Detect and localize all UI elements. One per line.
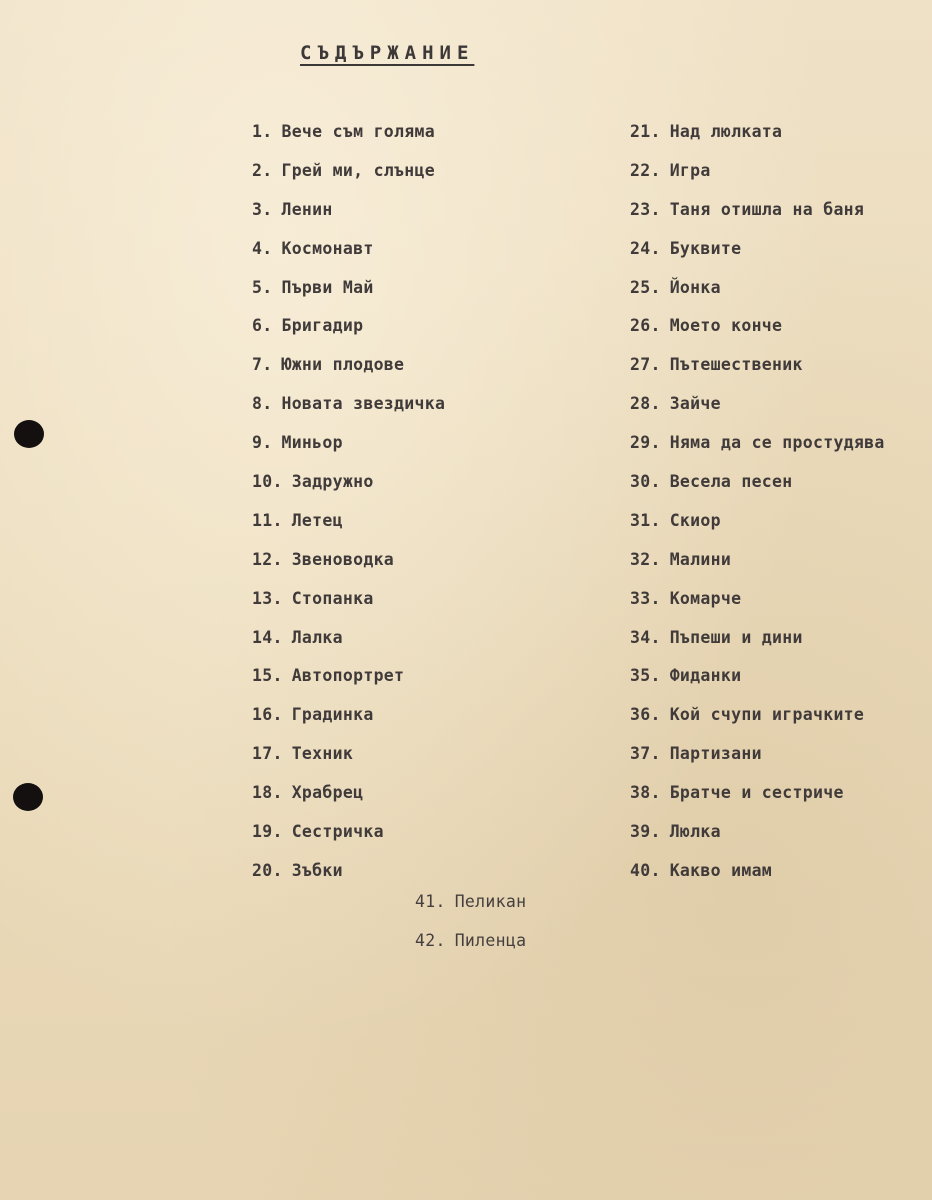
- contents-entry: [630, 857, 930, 896]
- contents-entry: [630, 274, 930, 313]
- entry-title: Моето конче: [669, 316, 783, 336]
- entry-title: Бригадир: [281, 316, 364, 336]
- entry-number: 15.: [252, 666, 283, 686]
- entry-number: 1.: [252, 122, 273, 141]
- contents-entry: [630, 585, 930, 624]
- contents-entry: [252, 118, 612, 157]
- punch-hole: [13, 783, 43, 811]
- entry-title: Малини: [669, 549, 732, 569]
- entry-number: 33.: [630, 588, 661, 608]
- entry-number: 26.: [630, 316, 661, 336]
- entry-number: 18.: [252, 783, 283, 803]
- entry-title: Пеликан: [454, 892, 527, 911]
- entry-title: Няма да се простудява: [669, 433, 885, 453]
- contents-entry: [252, 235, 612, 274]
- entry-title: Пиленца: [454, 931, 527, 950]
- entry-title: Скиор: [669, 510, 721, 530]
- contents-entry: [630, 468, 930, 507]
- entry-title: Комарче: [669, 588, 742, 608]
- contents-entry: [630, 390, 930, 429]
- entry-title: Южни плодове: [281, 355, 405, 375]
- entry-title: Стопанка: [291, 588, 374, 608]
- entry-title: Игра: [669, 160, 711, 180]
- contents-extra-entries: [415, 888, 526, 966]
- entry-number: 13.: [252, 588, 283, 608]
- contents-entry: [630, 818, 930, 857]
- contents-entry: [630, 351, 930, 390]
- entry-number: 3.: [252, 199, 273, 219]
- entry-number: 21.: [630, 122, 661, 141]
- contents-entry: [252, 351, 612, 390]
- contents-entry: [252, 818, 612, 857]
- entry-number: 37.: [630, 744, 661, 764]
- entry-number: 24.: [630, 238, 661, 258]
- entry-number: 27.: [630, 355, 661, 375]
- entry-number: 28.: [630, 394, 661, 414]
- entry-title: Първи Май: [281, 277, 374, 297]
- entry-title: Пътешественик: [669, 355, 803, 375]
- entry-title: Фиданки: [669, 666, 742, 686]
- entry-number: 32.: [630, 549, 661, 569]
- entry-number: 5.: [252, 277, 273, 297]
- contents-entry: [630, 507, 930, 546]
- entry-number: 7.: [252, 355, 273, 375]
- entry-title: Миньор: [281, 433, 343, 453]
- contents-entry: [630, 546, 930, 585]
- entry-number: 36.: [630, 705, 661, 725]
- entry-title: Зайче: [669, 394, 721, 414]
- contents-entry: [252, 507, 612, 546]
- entry-number: 41.: [415, 892, 446, 911]
- contents-entry: [630, 701, 930, 740]
- entry-title: Зъбки: [291, 860, 343, 880]
- entry-number: 34.: [630, 627, 661, 647]
- entry-title: Люлка: [669, 822, 721, 842]
- entry-number: 19.: [252, 822, 283, 842]
- entry-title: Лалка: [291, 627, 343, 647]
- entry-title: Новата звездичка: [281, 394, 446, 414]
- entry-title: Летец: [291, 510, 343, 530]
- contents-entry: [630, 740, 930, 779]
- contents-entry: [630, 235, 930, 274]
- entry-title: Братче и сестриче: [669, 783, 844, 803]
- entry-number: 20.: [252, 860, 283, 880]
- contents-entry: [252, 274, 612, 313]
- contents-entry: [252, 196, 612, 235]
- punch-hole: [14, 420, 44, 448]
- entry-number: 9.: [252, 433, 273, 453]
- entry-title: Партизани: [669, 744, 762, 764]
- contents-entry: [630, 779, 930, 818]
- entry-number: 42.: [415, 931, 446, 950]
- entry-title: Автопортрет: [291, 666, 405, 686]
- entry-title: Весела песен: [669, 472, 793, 492]
- contents-entry: [630, 157, 930, 196]
- entry-number: 8.: [252, 394, 273, 414]
- contents-entry: [252, 468, 612, 507]
- contents-column-left: [252, 118, 612, 896]
- contents-entry: [630, 196, 930, 235]
- entry-title: Сестричка: [291, 822, 384, 842]
- entry-title: Таня отишла на баня: [669, 199, 865, 219]
- contents-entry: [252, 157, 612, 196]
- entry-title: Задружно: [291, 472, 374, 492]
- contents-entry: [252, 312, 612, 351]
- contents-heading: СЪДЪРЖАНИЕ: [300, 42, 475, 64]
- contents-entry: [252, 429, 612, 468]
- entry-number: 12.: [252, 549, 283, 569]
- contents-entry: [415, 927, 526, 966]
- entry-title: Буквите: [669, 238, 742, 258]
- contents-entry: [252, 701, 612, 740]
- entry-number: 2.: [252, 160, 273, 180]
- entry-number: 10.: [252, 472, 283, 492]
- entry-number: 4.: [252, 238, 273, 258]
- entry-title: Градинка: [291, 705, 374, 725]
- contents-entry: [252, 740, 612, 779]
- entry-number: 30.: [630, 472, 661, 492]
- contents-entry: [415, 888, 526, 927]
- entry-number: 11.: [252, 510, 283, 530]
- entry-number: 16.: [252, 705, 283, 725]
- entry-number: 6.: [252, 316, 273, 336]
- contents-entry: [252, 546, 612, 585]
- contents-entry: [252, 585, 612, 624]
- contents-entry: [252, 779, 612, 818]
- entry-title: Космонавт: [281, 238, 374, 258]
- contents-entry: [252, 662, 612, 701]
- entry-number: 39.: [630, 822, 661, 842]
- entry-title: Вече съм голяма: [281, 122, 435, 141]
- entry-title: Йонка: [669, 277, 721, 297]
- contents-entry: [252, 390, 612, 429]
- contents-entry: [630, 118, 930, 157]
- contents-column-right: [630, 118, 930, 896]
- entry-number: 23.: [630, 199, 661, 219]
- contents-entry: [630, 662, 930, 701]
- entry-number: 35.: [630, 666, 661, 686]
- entry-number: 25.: [630, 277, 661, 297]
- contents-entry: [630, 624, 930, 663]
- contents-entry: [630, 312, 930, 351]
- entry-number: 40.: [630, 860, 661, 880]
- entry-number: 17.: [252, 744, 283, 764]
- contents-entry: [252, 624, 612, 663]
- entry-number: 38.: [630, 783, 661, 803]
- entry-title: Кой счупи играчките: [669, 705, 865, 725]
- entry-title: Звеноводка: [291, 549, 395, 569]
- entry-number: 22.: [630, 160, 661, 180]
- entry-title: Какво имам: [669, 860, 773, 880]
- entry-number: 29.: [630, 433, 661, 453]
- entry-title: Грей ми, слънце: [281, 160, 435, 180]
- entry-number: 14.: [252, 627, 283, 647]
- entry-title: Ленин: [281, 199, 333, 219]
- entry-number: 31.: [630, 510, 661, 530]
- entry-title: Пъпеши и дини: [669, 627, 803, 647]
- contents-entry: [630, 429, 930, 468]
- entry-title: Техник: [291, 744, 354, 764]
- entry-title: Храбрец: [291, 783, 364, 803]
- entry-title: Над люлката: [669, 122, 783, 141]
